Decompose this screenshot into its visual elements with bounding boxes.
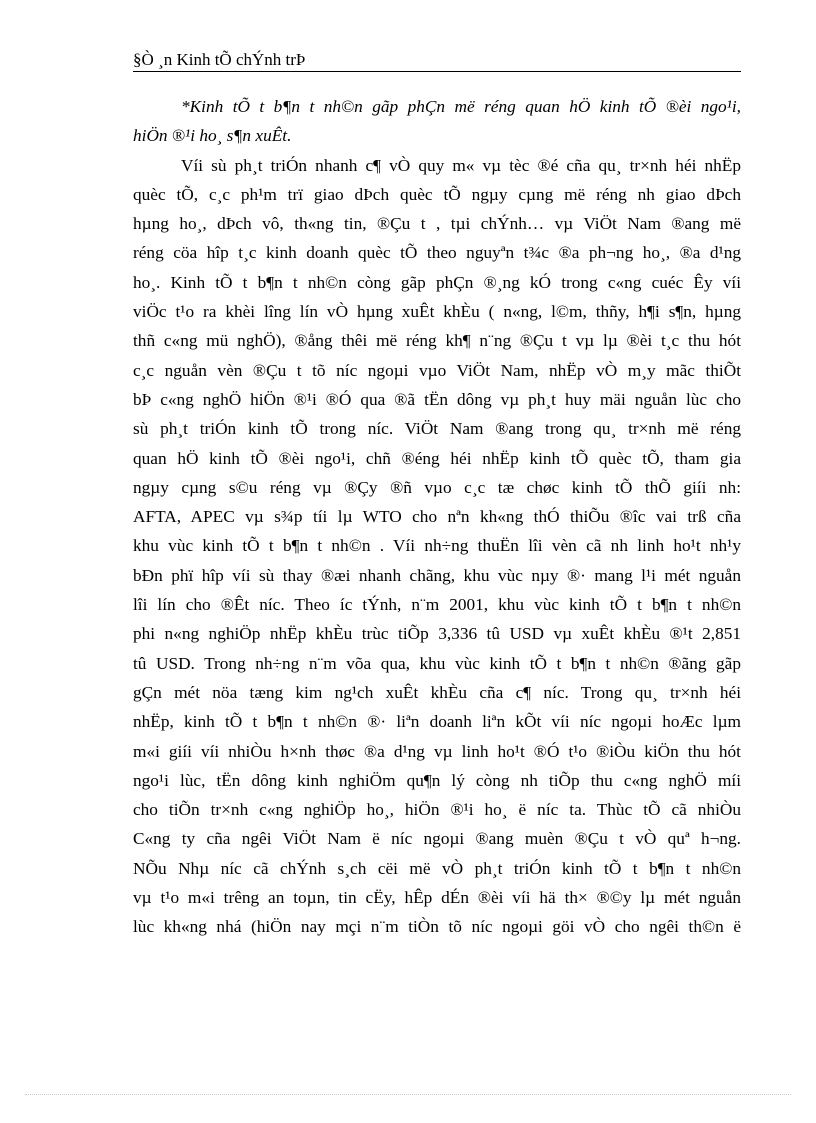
text-line: hµng ho¸, dÞch vô, th«ng tin, ®Çu t , tµi chÝnh… vµ ViÖt Nam ®ang më (133, 214, 741, 234)
text-line: bÐn phï hîp víi sù thay ®æi nhanh chãng, khu vùc nµy ®· mang l¹i mét nguån (133, 565, 741, 585)
text-line: nhËp, kinh tÕ t b¶n t nh©n ®· liªn doanh liªn kÕt víi níc ngoµi hoÆc lµm (133, 712, 741, 732)
text-line: phi n«ng nghiÖp nhËp khÈu trùc tiÕp 3,336 tû USD vµ xuÊt khÈu ®¹t 2,851 (133, 624, 741, 644)
running-header-title: §Ò ¸n Kinh tÕ chÝnh trÞ (133, 50, 306, 69)
text-line: gÇn mét nöa tæng kim ng¹ch xuÊt khÈu cña c¶ níc. Trong qu¸ tr×nh héi (133, 682, 741, 702)
text-line: vµ t¹o m«i trêng an toµn, tin cËy, hÊp dÉn ®èi víi hä th× ®©y lµ mét nguån (133, 888, 741, 908)
header-rule (133, 71, 741, 72)
text-line: quan hÖ kinh tÕ ®èi ngo¹i, chñ ®éng héi nhËp kinh tÕ quèc tÕ, tham gia (133, 448, 741, 468)
text-line: ngµy cµng s©u réng vµ ®Çy ®ñ vµo c¸c tæ chøc kinh tÕ thÕ giíi nh: (133, 477, 741, 497)
page-bottom-rule (25, 1094, 791, 1095)
text-line: m«i giíi víi nhiÒu h×nh thøc ®a d¹ng vµ linh ho¹t ®Ó t¹o ®iÒu kiÖn thu hót (133, 741, 741, 761)
text-line: C«ng ty cña ngêi ViÖt Nam ë níc ngoµi ®ang muèn ®Çu t vÒ quª h¬ng. (133, 829, 741, 849)
paragraph (133, 92, 741, 151)
text-line: cho tiÕn tr×nh c«ng nghiÖp ho¸, hiÖn ®¹i ho¸ ë níc ta. Thùc tÕ cã nhiÒu (133, 800, 741, 820)
text-line: quèc tÕ, c¸c ph¹m trï giao dÞch quèc tÕ ngµy cµng më réng nh giao dÞch (133, 184, 741, 204)
text-line: hiÖn ®¹i ho¸ s¶n xuÊt. (133, 126, 292, 146)
text-line: réng cöa hîp t¸c kinh doanh quèc tÕ theo nguyªn t¾c ®a ph¬ng ho¸, ®a d¹ng (133, 243, 741, 263)
paragraph (133, 151, 741, 942)
text-line: *Kinh tÕ t b¶n t nh©n gãp phÇn më réng quan hÖ kinh tÕ ®èi ngo¹i, (181, 97, 741, 116)
text-line: AFTA, APEC vµ s¾p tíi lµ WTO cho nªn kh«ng thÓ thiÕu ®îc vai trß cña (133, 507, 741, 527)
text-line: tû USD. Trong nh÷ng n¨m võa qua, khu vùc kinh tÕ t b¶n t nh©n ®ãng gãp (133, 653, 741, 673)
text-line: sù ph¸t triÓn kinh tÕ trong níc. ViÖt Nam ®ang trong qu¸ tr×nh më réng (133, 419, 741, 439)
text-line: khu vùc kinh tÕ t b¶n t nh©n . Víi nh÷ng thuËn lîi vèn cã nh linh ho¹t nh¹y (133, 536, 741, 556)
text-line: lîi lín cho ®Êt níc. Theo íc tÝnh, n¨m 2001, khu vùc kinh tÕ t b¶n t nh©n (133, 595, 741, 615)
text-line: NÕu Nhµ níc cã chÝnh s¸ch cëi më vÒ ph¸t triÓn kinh tÕ t b¶n t nh©n (133, 858, 741, 878)
text-line: lùc kh«ng nhá (hiÖn nay mçi n¨m tiÒn tõ níc ngoµi göi vÒ cho ngêi th©n ë (133, 917, 741, 937)
text-line: ho¸. Kinh tÕ t b¶n t nh©n còng gãp phÇn ®¸ng kÓ trong c«ng cuéc Êy víi (133, 272, 741, 292)
text-line: bÞ c«ng nghÖ hiÖn ®¹i ®Ó qua ®ã tËn dông vµ ph¸t huy mäi nguån lùc cho (133, 389, 741, 409)
body-text (133, 92, 741, 942)
text-line: ngo¹i lùc, tËn dông kinh nghiÖm qu¶n lý còng nh tiÕp thu c«ng nghÖ míi (133, 770, 741, 790)
text-line: Víi sù ph¸t triÓn nhanh c¶ vÒ quy m« vµ tèc ®é cña qu¸ tr×nh héi nhËp (181, 155, 741, 175)
text-line: thñ c«ng mü nghÖ), ®ång thêi më réng kh¶ n¨ng ®Çu t vµ lµ ®èi t¸c thu hót (133, 331, 741, 351)
text-line: c¸c nguån vèn ®Çu t tõ níc ngoµi vµo ViÖt Nam, nhËp vÒ m¸y mãc thiÕt (133, 360, 741, 380)
text-line: viÖc t¹o ra khèi lîng lín vÒ hµng xuÊt khÈu ( n«ng, l©m, thñy, h¶i s¶n, hµng (133, 302, 741, 322)
